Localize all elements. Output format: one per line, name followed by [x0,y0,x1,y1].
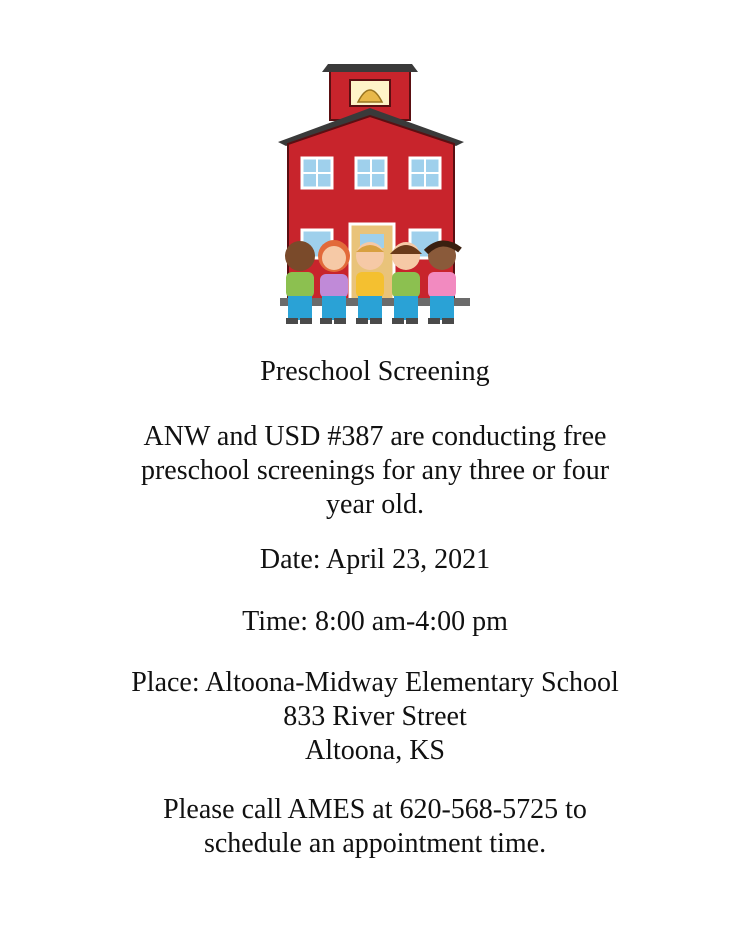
place-block [0,666,750,768]
contact-line: schedule an appointment time. [203,828,547,859]
date-text: Date: April 23, 2021 [259,544,491,575]
schoolhouse-with-children-icon [270,60,480,330]
intro-line: year old. [326,489,424,520]
intro-paragraph [0,420,750,522]
intro-line: preschool screenings for any three or four [140,455,610,486]
date-line [0,543,750,577]
place-line: Place: Altoona-Midway Elementary School [131,667,619,698]
place-line: Altoona, KS [305,735,445,766]
time-text: Time: 8:00 am-4:00 pm [242,606,508,637]
intro-line: ANW and USD #387 are conducting free [143,421,607,452]
contact-line: Please call AMES at 620-568-5725 to [163,794,587,825]
contact-block [0,793,750,861]
place-line: 833 River Street [283,701,467,732]
flyer-title [0,355,750,389]
title-text: Preschool Screening [260,356,490,387]
time-line [0,605,750,639]
